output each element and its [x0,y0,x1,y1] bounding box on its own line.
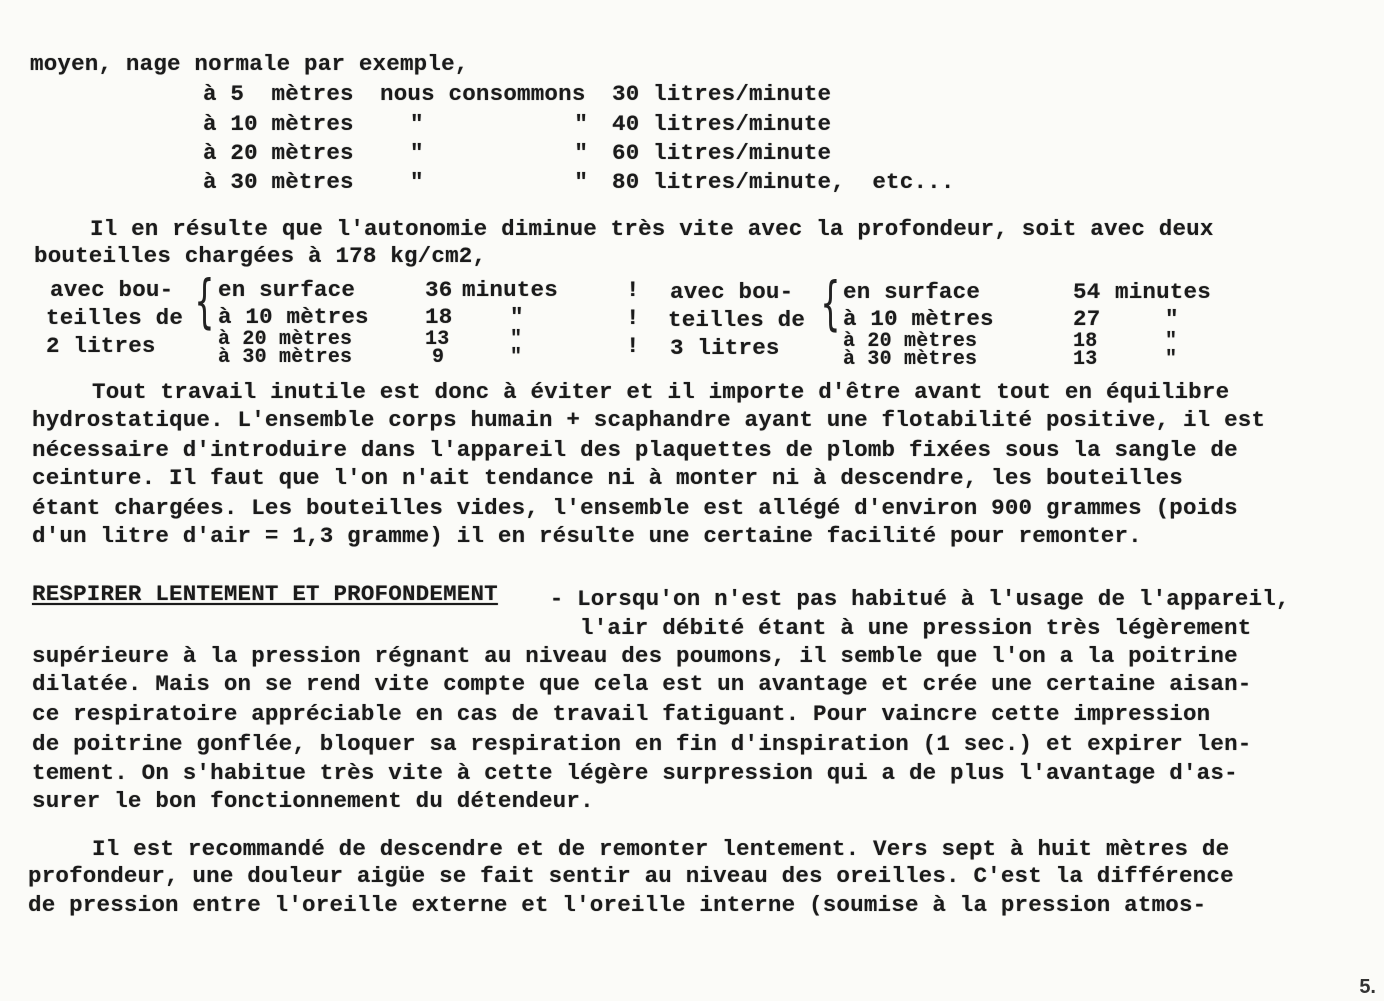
table-right-value: 13 [1073,348,1098,371]
consumption-mid: " " [410,111,589,137]
consumption-depth: à 30 mètres [203,169,354,195]
table-right-depth: en surface [843,279,981,305]
work-line: hydrostatique. L'ensemble corps humain + scaphandre ayant une flotabilité positive, il est [32,407,1266,433]
table-left-value: 18 [425,304,453,330]
descent-line: Il est recommandé de descendre et de remonter lentement. Vers sept à huit mètres de [92,836,1230,862]
work-line: nécessaire d'introduire dans l'appareil des plaquettes de plomb fixées sous la sangle de [32,437,1238,463]
table-right-unit: " [1165,330,1178,353]
table-right-unit: " [1165,348,1178,371]
table-left-depth: en surface [218,277,356,303]
table-right-depth: à 30 mètres [843,348,978,371]
table-left-unit: minutes [462,277,558,303]
right-brace-icon: { [820,269,841,337]
table-left-label: avec bou- [50,277,174,303]
table-left-value: 36 [425,277,453,303]
work-line: d'un litre d'air = 1,3 gramme) il en résulte une certaine facilité pour remonter. [32,523,1142,549]
table-left-value: 9 [432,346,445,369]
table-left-unit: " [510,346,523,369]
autonomy-line: Il en résulte que l'autonomie diminue très vite avec la profondeur, soit avec deux [90,216,1214,242]
consumption-rate: 40 litres/minute [612,111,832,137]
table-separator: ! [626,305,640,331]
table-left-unit: " [510,328,523,351]
table-right-value: 27 [1073,306,1101,332]
consumption-rate: 60 litres/minute [612,140,832,166]
breathing-line: l'air débité étant à une pression très légèrement [580,615,1252,641]
breathing-line: dilatée. Mais on se rend vite compte que cela est un avantage et crée une certaine aisan- [32,671,1252,697]
breathing-line: supérieure à la pression régnant au niveau des poumons, il semble que l'on a la poitrine [32,643,1238,669]
consumption-mid: " " [410,169,589,195]
table-right-depth: à 10 mètres [843,306,994,332]
table-right-depth: à 20 mètres [843,330,978,353]
consumption-mid: nous consommons [380,81,586,107]
autonomy-line: bouteilles chargées à 178 kg/cm2, [34,243,487,269]
descent-line: de pression entre l'oreille externe et l'oreille interne (soumise à la pression atmos- [28,892,1207,918]
consumption-depth: à 20 mètres [203,140,354,166]
descent-line: profondeur, une douleur aigüe se fait sentir au niveau des oreilles. C'est la différence [28,863,1234,889]
table-right-label: teilles de [668,307,806,333]
breathing-line: de poitrine gonflée, bloquer sa respiration en fin d'inspiration (1 sec.) et expirer len- [32,731,1252,757]
consumption-depth: à 5 mètres [203,81,354,107]
work-line: ceinture. Il faut que l'on n'ait tendance ni à monter ni à descendre, les bouteilles [32,465,1183,491]
consumption-rate: 30 litres/minute [612,81,832,107]
consumption-mid: " " [410,140,589,166]
table-left-label: teilles de [46,305,184,331]
breathing-line: ce respiratoire appréciable en cas de travail fatiguant. Pour vaincre cette impression [32,701,1211,727]
table-right-label: 3 litres [670,335,780,361]
consumption-rate: 80 litres/minute, etc... [612,169,955,195]
table-left-depth: à 20 mètres [218,328,353,351]
table-right-value: 18 [1073,330,1098,353]
breathing-heading-tail: - Lorsqu'on n'est pas habitué à l'usage de l'appareil, [536,586,1290,612]
work-line: étant chargées. Les bouteilles vides, l'ensemble est allégé d'environ 900 grammes (poids [32,495,1238,521]
table-separator: ! [626,333,640,359]
work-line: Tout travail inutile est donc à éviter et il importe d'être avant tout en équilibre [92,379,1230,405]
table-left-unit: " [510,304,524,330]
table-left-label: 2 litres [46,333,156,359]
table-right-unit: minutes [1115,279,1211,305]
table-left-value: 13 [425,328,450,351]
table-left-depth: à 10 mètres [218,304,369,330]
consumption-depth: à 10 mètres [203,111,354,137]
left-brace-icon: { [194,267,215,335]
table-right-value: 54 [1073,279,1101,305]
table-separator: ! [626,277,640,303]
breathing-line: surer le bon fonctionnement du détendeur. [32,788,594,814]
page-number: 5. [1359,976,1376,998]
intro-line: moyen, nage normale par exemple, [30,51,469,77]
breathing-heading: RESPIRER LENTEMENT ET PROFONDEMENT [32,581,498,607]
table-right-unit: " [1165,306,1179,332]
table-left-depth: à 30 mètres [218,346,353,369]
breathing-line: tement. On s'habitue très vite à cette légère surpression qui a de plus l'avantage d'as- [32,760,1238,786]
table-right-label: avec bou- [670,279,794,305]
